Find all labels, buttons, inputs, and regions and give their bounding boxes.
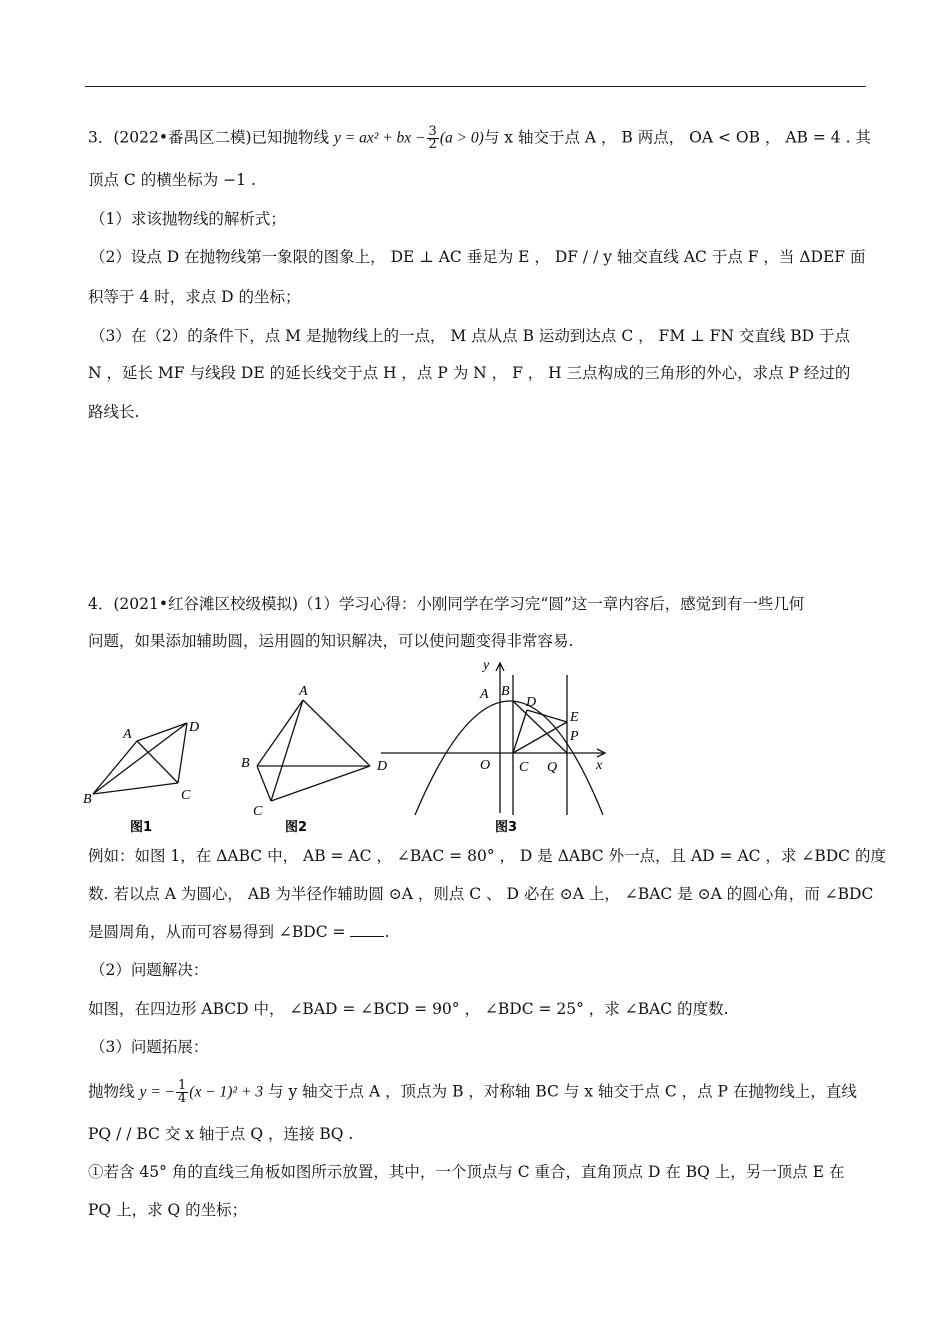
header-rule (85, 86, 866, 87)
fig1-label-a: A (123, 727, 132, 742)
p4-example-line2: 数. 若以点 A 为圆心， AB 为半径作辅助圆 ⊙A ，则点 C 、 D 必在 ⊙A 上， ∠BAC 是 ⊙A 的圆心角，而 ∠BDC (88, 885, 874, 903)
answer-blank (350, 924, 384, 937)
fig1-edge-dc (178, 723, 187, 783)
fig3-label-e: E (570, 710, 579, 725)
fig2-edge-ad (303, 700, 370, 766)
fig3-caption: 图3 (495, 820, 518, 835)
p3-equation: y = ax² + bx − (333, 129, 426, 147)
fig3-label-p: P (570, 729, 579, 744)
p3-line1-rest: 与 x 轴交于点 A ， B 两点， OA < OB ， AB = 4 . 其 (483, 128, 871, 147)
fig2-edge-ab (257, 700, 303, 766)
fig1-edge-ab (93, 741, 137, 794)
p3-condition: (a > 0) (439, 129, 484, 147)
fig3-label-q: Q (547, 760, 558, 775)
p3-line2: 顶点 C 的横坐标为 −1 . (88, 171, 256, 189)
p4-s3-frac-num: 1 (178, 1078, 187, 1093)
p4-s3-frac-den: 4 (178, 1091, 187, 1106)
fig1-label-c: C (181, 788, 191, 803)
fig3-label-b: B (501, 684, 510, 699)
figure-2 (257, 700, 370, 801)
p3-question1: （1）求该抛物线的解析式； (90, 210, 286, 228)
fig1-edge-ac (137, 741, 178, 783)
fig3-label-c: C (519, 760, 529, 775)
p4-s3-text: 与 y 轴交于点 A ，顶点为 B ，对称轴 BC 与 x 轴交于点 C ，点 P 在抛物线上，直线 (268, 1082, 857, 1101)
p3-question3-line1: （3）在（2）的条件下，点 M 是抛物线上的一点， M 点从点 B 运动到达点 C ， FM ⊥ FN 交直线 BD 于点 (90, 327, 851, 345)
fig3-label-o: O (480, 758, 491, 773)
p3-question2-line1: （2）设点 D 在抛物线第一象限的图象上， DE ⊥ AC 垂足为 E ， DF / / y 轴交直线 AC 于点 F ，当 ΔDEF 面 (90, 248, 866, 266)
fig2-label-c: C (253, 804, 263, 819)
fig2-edge-bc (257, 766, 271, 801)
p3-line1 (88, 126, 871, 151)
p4-s3-prefix: 抛物线 (88, 1082, 135, 1101)
fig1-caption: 图1 (130, 820, 153, 835)
p3-question2-line2: 积等于 4 时，求点 D 的坐标； (88, 288, 301, 306)
p4-section3-line1 (88, 1080, 857, 1105)
p4-s3-equation: y = − (139, 1083, 176, 1101)
fig3-label-x: x (596, 758, 603, 773)
p3-fraction (427, 126, 439, 151)
fig1-label-b: B (83, 792, 92, 807)
fig1-label-d: D (189, 720, 200, 735)
p4-s3-fraction (176, 1080, 188, 1105)
p4-example-line3-end: . (384, 923, 390, 941)
fig2-label-a: A (299, 684, 308, 699)
p4-section3-line2: PQ / / BC 交 x 轴于点 Q ，连接 BQ . (88, 1125, 354, 1143)
fig2-label-d: D (377, 759, 388, 774)
p4-section3-title: （3）问题拓展： (90, 1038, 209, 1056)
p3-source: 3．(2022•番禺区二模)已知抛物线 (88, 128, 330, 147)
p4-case1-line1: ①若含 45° 角的直线三角板如图所示放置，其中，一个顶点与 C 重合，直角顶点 D 在 BQ 上，另一顶点 E 在 (88, 1163, 845, 1181)
fig2-label-b: B (241, 756, 250, 771)
fig3-label-y: y (483, 658, 490, 673)
p4-section2-text: 如图，在四边形 ABCD 中， ∠BAD = ∠BCD = 90° ， ∠BDC = 25° ，求 ∠BAC 的度数. (88, 1000, 729, 1018)
fig3-label-a: A (480, 687, 489, 702)
p4-line2: 问题，如果添加辅助圆，运用圆的知识解决，可以使问题变得非常容易. (88, 632, 574, 650)
p3-question3-line3: 路线长. (88, 403, 140, 421)
fig2-caption: 图2 (285, 820, 308, 835)
p3-frac-num: 3 (428, 124, 437, 139)
fig3-label-d: D (526, 695, 537, 710)
fig2-edge-cd (271, 766, 370, 801)
p4-s3-equation-rest: (x − 1)² + 3 (189, 1083, 264, 1101)
figure-1 (93, 723, 187, 794)
p4-example-line3 (88, 922, 389, 942)
p4-section2-title: （2）问题解决： (90, 961, 209, 979)
p4-case1-line2: PQ 上，求 Q 的坐标； (88, 1201, 248, 1219)
p3-frac-den: 2 (428, 137, 437, 152)
fig2-edge-ac (271, 700, 303, 801)
p4-example-line1: 例如：如图 1，在 ΔABC 中， AB = AC ， ∠BAC = 80° ， D 是 ΔABC 外一点，且 AD = AC ，求 ∠BDC 的度 (88, 847, 886, 865)
p4-example-line3-text: 是圆周角，从而可容易得到 ∠BDC = (88, 923, 346, 941)
p3-question3-line2: N ，延长 MF 与线段 DE 的延长线交于点 H ，点 P 为 N ， F ， H 三点构成的三角形的外心，求点 P 经过的 (88, 364, 851, 382)
figures-area (75, 655, 635, 840)
fig1-edge-ad (137, 723, 187, 741)
p4-line1: 4．(2021•红谷滩区校级模拟)（1）学习心得：小刚同学在学习完“圆”这一章内容后，感觉到有一些几何 (88, 595, 805, 613)
